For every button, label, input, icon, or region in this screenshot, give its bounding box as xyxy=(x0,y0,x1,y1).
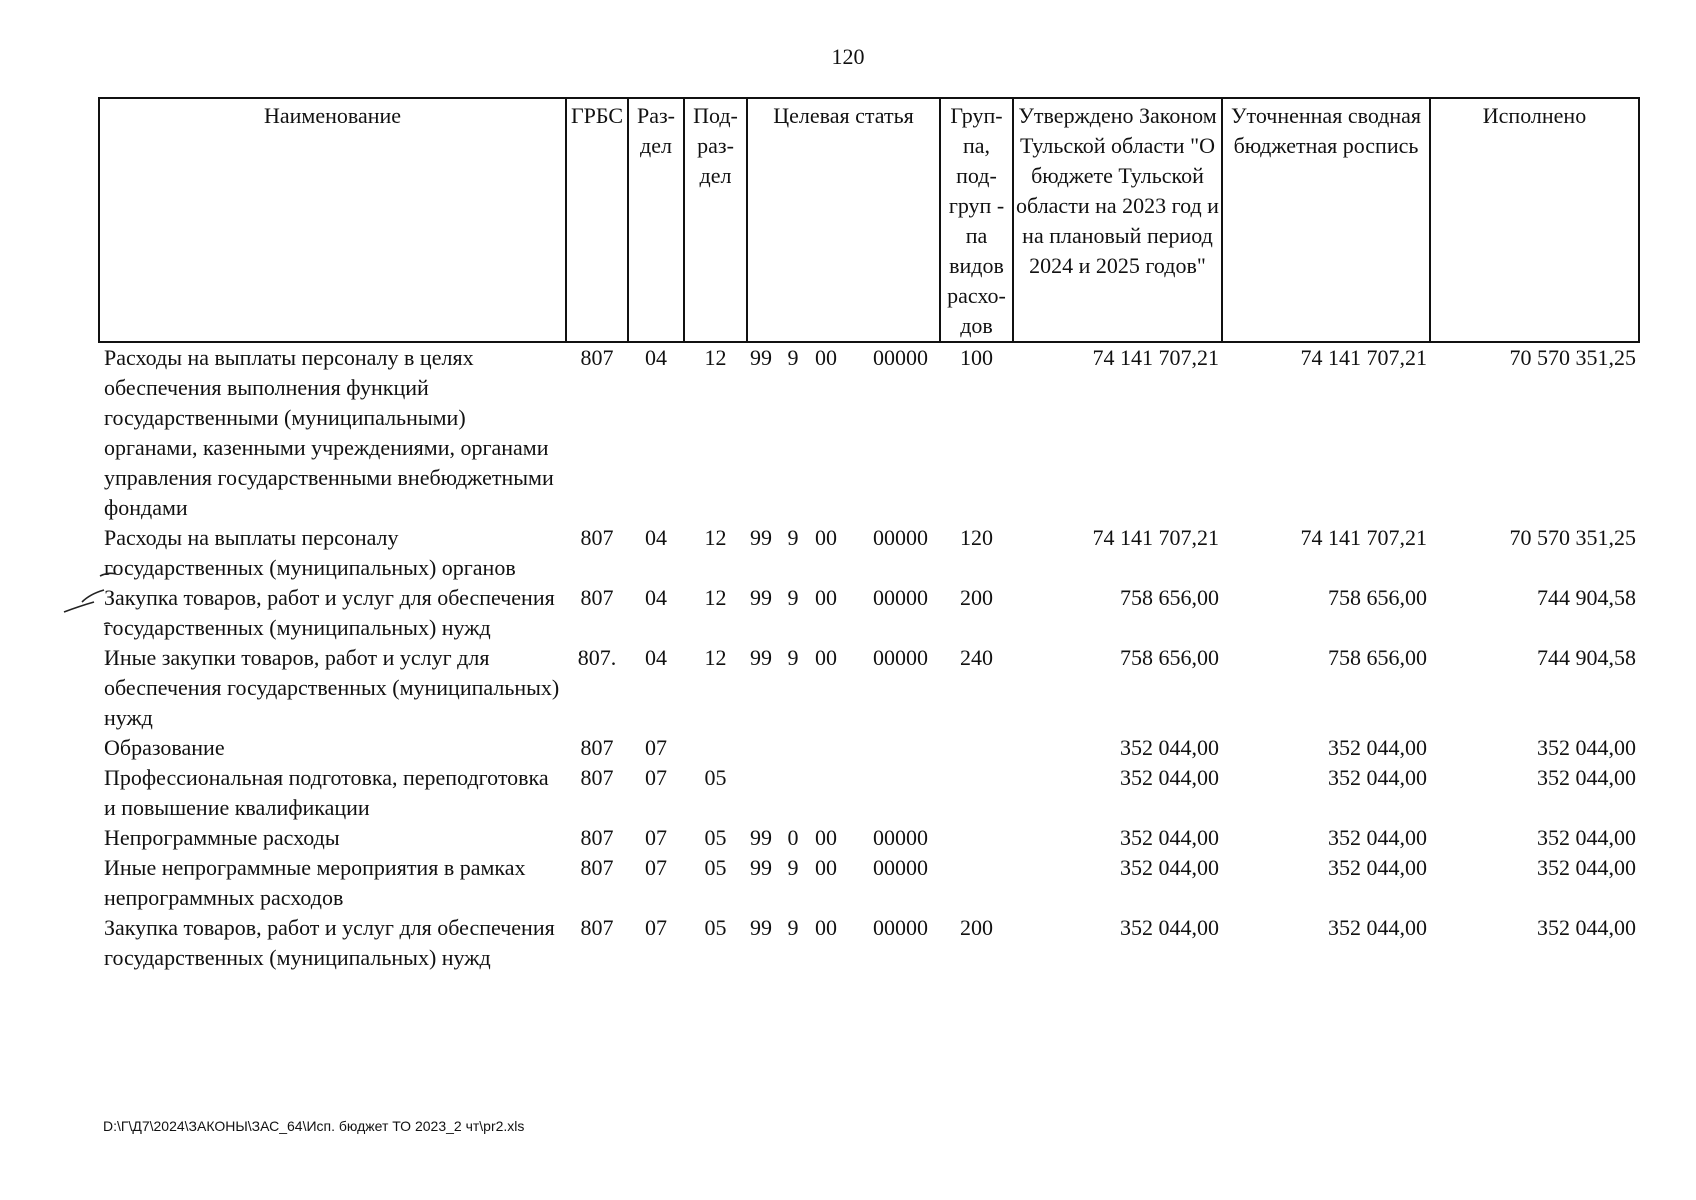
row-grbs: 807. xyxy=(577,645,617,670)
row-podrazdel: 05 xyxy=(704,855,727,880)
row-name: Расходы на выплаты персоналу государственных (муниципальных) органов xyxy=(104,525,516,580)
row-podrazdel: 12 xyxy=(704,345,727,370)
row-executed: 352 044,00 xyxy=(1537,765,1636,790)
table-row xyxy=(99,583,1639,643)
row-grbs: 807 xyxy=(580,525,614,550)
target-article-part: 00 xyxy=(815,345,837,370)
row-grbs: 807 xyxy=(580,915,614,940)
row-refined: 352 044,00 xyxy=(1328,765,1427,790)
target-article-part: 00000 xyxy=(873,585,928,610)
row-name: Непрограммные расходы xyxy=(104,825,340,850)
target-article-part: 99 xyxy=(750,525,772,550)
row-target-article xyxy=(747,913,940,973)
table-row xyxy=(99,763,1639,823)
row-podrazdel: 12 xyxy=(704,645,727,670)
row-refined: 352 044,00 xyxy=(1328,855,1427,880)
header-name: Наименование xyxy=(99,98,566,342)
row-razdel: 07 xyxy=(645,765,667,790)
header-approved: Утверждено Законом Тульской области "О бюджете Тульской области на 2023 год и на плановый период 2024 и 2025 годов" xyxy=(1013,98,1222,342)
header-podrazdel: Под- раз- дел xyxy=(684,98,747,342)
row-expense-group: 240 xyxy=(960,645,993,670)
target-article-part: 0 xyxy=(787,825,799,850)
target-article-part: 00000 xyxy=(873,645,928,670)
row-name: Образование xyxy=(104,735,225,760)
target-article-part: 99 xyxy=(750,855,772,880)
row-executed: 70 570 351,25 xyxy=(1509,345,1636,370)
table-row xyxy=(99,643,1639,733)
row-approved: 758 656,00 xyxy=(1120,585,1219,610)
row-razdel: 04 xyxy=(645,345,667,370)
target-article-part: 99 xyxy=(750,915,772,940)
handwritten-mark-icon xyxy=(60,568,120,628)
row-grbs: 807 xyxy=(580,825,614,850)
row-name: Закупка товаров, работ и услуг для обеспечения государственных (муниципальных) нужд xyxy=(104,915,555,970)
target-article-part: 9 xyxy=(787,855,799,880)
row-executed: 744 904,58 xyxy=(1537,585,1636,610)
row-podrazdel: 05 xyxy=(704,825,727,850)
row-name: Иные непрограммные мероприятия в рамках непрограммных расходов xyxy=(104,855,526,910)
target-article-part: 9 xyxy=(787,915,799,940)
row-executed: 352 044,00 xyxy=(1537,915,1636,940)
target-article-part: 9 xyxy=(787,585,799,610)
target-article-part: 99 xyxy=(750,345,772,370)
header-refined: Уточненная сводная бюджетная роспись xyxy=(1222,98,1430,342)
target-article-part: 00 xyxy=(815,855,837,880)
header-expense-group: Груп- па, под- груп - па видов расхо- дов xyxy=(940,98,1013,342)
row-razdel: 07 xyxy=(645,735,667,760)
row-target-article xyxy=(747,342,940,523)
row-refined: 352 044,00 xyxy=(1328,825,1427,850)
row-approved: 352 044,00 xyxy=(1120,855,1219,880)
target-article-part: 9 xyxy=(787,645,799,670)
target-article-part: 00 xyxy=(815,525,837,550)
row-razdel: 04 xyxy=(645,585,667,610)
header-razdel: Раз- дел xyxy=(628,98,684,342)
row-expense-group: 200 xyxy=(960,915,993,940)
row-executed: 70 570 351,25 xyxy=(1509,525,1636,550)
row-grbs: 807 xyxy=(580,585,614,610)
target-article-part: 00000 xyxy=(873,345,928,370)
row-approved: 74 141 707,21 xyxy=(1092,345,1219,370)
budget-table xyxy=(98,97,1640,973)
row-expense-group xyxy=(940,853,1013,913)
row-grbs: 807 xyxy=(580,735,614,760)
row-executed: 352 044,00 xyxy=(1537,825,1636,850)
header-executed: Исполнено xyxy=(1430,98,1639,342)
target-article-part: 00000 xyxy=(873,525,928,550)
row-razdel: 07 xyxy=(645,855,667,880)
header-target-article: Целевая статья xyxy=(747,98,940,342)
row-podrazdel: 12 xyxy=(704,525,727,550)
row-approved: 74 141 707,21 xyxy=(1092,525,1219,550)
target-article-part: 99 xyxy=(750,645,772,670)
row-razdel: 07 xyxy=(645,915,667,940)
row-executed: 352 044,00 xyxy=(1537,855,1636,880)
row-expense-group: 120 xyxy=(960,525,993,550)
row-refined: 74 141 707,21 xyxy=(1300,525,1427,550)
row-target-article xyxy=(747,823,940,853)
row-target-article xyxy=(747,853,940,913)
page-number: 120 xyxy=(831,44,865,69)
row-podrazdel: 05 xyxy=(704,915,727,940)
row-target-article xyxy=(747,643,940,733)
row-name: Профессиональная подготовка, переподготовка и повышение квалификации xyxy=(104,765,549,820)
target-article-part: 9 xyxy=(787,525,799,550)
row-razdel: 07 xyxy=(645,825,667,850)
row-approved: 758 656,00 xyxy=(1120,645,1219,670)
row-target-article xyxy=(747,583,940,643)
row-razdel: 04 xyxy=(645,645,667,670)
target-article-part: 9 xyxy=(787,345,799,370)
row-approved: 352 044,00 xyxy=(1120,915,1219,940)
row-approved: 352 044,00 xyxy=(1120,825,1219,850)
row-podrazdel: 05 xyxy=(704,765,727,790)
table-row xyxy=(99,523,1639,583)
row-refined: 74 141 707,21 xyxy=(1300,345,1427,370)
file-path-footer: D:\Г\Д7\2024\ЗАКОНЫ\ЗАС_64\Исп. бюджет ТО 2023_2 чт\pr2.xls xyxy=(103,1118,525,1134)
row-expense-group: 100 xyxy=(960,345,993,370)
row-expense-group xyxy=(940,733,1013,763)
target-article-part: 99 xyxy=(750,585,772,610)
row-grbs: 807 xyxy=(580,765,614,790)
target-article-part: 00 xyxy=(815,645,837,670)
row-name: Закупка товаров, работ и услуг для обеспечения государственных (муниципальных) нужд xyxy=(104,585,555,640)
target-article-part: 00 xyxy=(815,585,837,610)
row-podrazdel xyxy=(684,733,747,763)
target-article-part: 00000 xyxy=(873,915,928,940)
table-row xyxy=(99,733,1639,763)
row-executed: 352 044,00 xyxy=(1537,735,1636,760)
target-article-part: 00000 xyxy=(873,825,928,850)
target-article-part: 00 xyxy=(815,825,837,850)
header-grbs: ГРБС xyxy=(566,98,628,342)
target-article-part: 00 xyxy=(815,915,837,940)
target-article-part: 00000 xyxy=(873,855,928,880)
row-approved: 352 044,00 xyxy=(1120,735,1219,760)
row-name: Расходы на выплаты персоналу в целях обеспечения выполнения функций государственными (муниципальными) органами, казенными учреждениями, органами управления государственными внебюджетными фондами xyxy=(104,345,554,520)
table-row xyxy=(99,913,1639,973)
row-refined: 352 044,00 xyxy=(1328,915,1427,940)
row-target-article xyxy=(747,523,940,583)
table-row xyxy=(99,823,1639,853)
row-target-article xyxy=(747,763,940,823)
row-podrazdel: 12 xyxy=(704,585,727,610)
row-expense-group: 200 xyxy=(960,585,993,610)
row-grbs: 807 xyxy=(580,855,614,880)
table-row xyxy=(99,853,1639,913)
row-refined: 758 656,00 xyxy=(1328,645,1427,670)
row-grbs: 807 xyxy=(580,345,614,370)
row-name: Иные закупки товаров, работ и услуг для обеспечения государственных (муниципальных) нужд xyxy=(104,645,560,730)
row-expense-group xyxy=(940,823,1013,853)
table-row xyxy=(99,342,1639,523)
row-refined: 352 044,00 xyxy=(1328,735,1427,760)
row-approved: 352 044,00 xyxy=(1120,765,1219,790)
row-refined: 758 656,00 xyxy=(1328,585,1427,610)
row-executed: 744 904,58 xyxy=(1537,645,1636,670)
header-row xyxy=(99,98,1639,342)
row-razdel: 04 xyxy=(645,525,667,550)
row-target-article xyxy=(747,733,940,763)
row-expense-group xyxy=(940,763,1013,823)
target-article-part: 99 xyxy=(750,825,772,850)
